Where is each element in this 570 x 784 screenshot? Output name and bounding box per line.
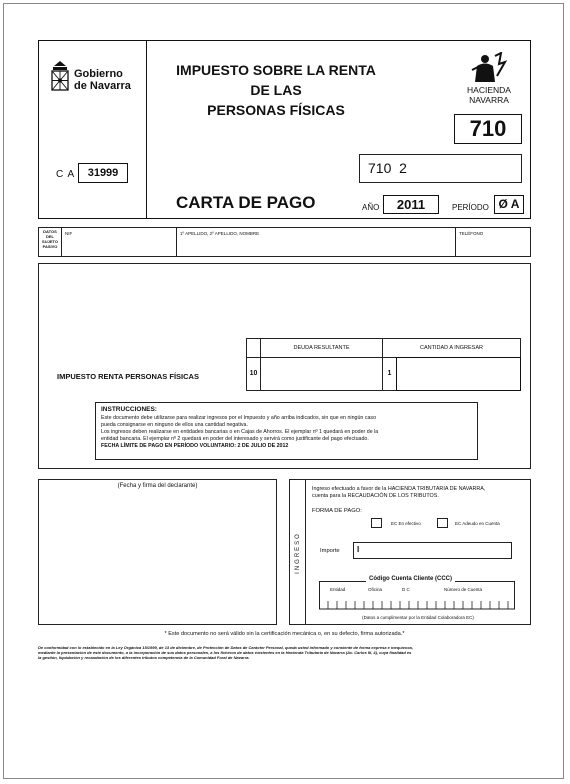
ingreso-divider (305, 479, 306, 625)
col-deuda-header: DEUDA RESULTANTE (260, 338, 383, 358)
legal-line1: De conformidad con lo establecido en la Ley Orgánica 15/1999, de 13 de diciembre, de Protección de Datos de Carácter Personal, queda usted informado y consiente de forma expresa e inequívoca, (38, 645, 414, 650)
importe-marker: I (357, 545, 360, 554)
tax-row-label: IMPUESTO RENTA PERSONAS FÍSICAS (57, 372, 199, 381)
ccc-digit-ticks[interactable] (319, 596, 515, 610)
instructions-line4: entidad bancaria. El ejemplar nº 2 quedará en poder del interesado y servirá como justificante del pago efectuado. (101, 435, 369, 442)
efectivo-label: EC En efectivo (391, 521, 421, 526)
legal-text (38, 645, 533, 660)
ingreso-side-label: INGRESO (295, 532, 301, 574)
carta-de-pago-title: CARTA DE PAGO (176, 193, 316, 212)
phone-field[interactable] (456, 227, 531, 257)
nif-label: NIF (65, 231, 73, 236)
importe-label: Importe (320, 548, 340, 554)
ccc-footer: (Datos a cumplimentar por la Entidad Colaboradora EC) (362, 615, 474, 620)
instructions-box (95, 402, 478, 460)
efectivo-checkbox[interactable] (371, 518, 382, 528)
model-number: 710 (454, 114, 522, 144)
box-1-label: 1 (382, 357, 397, 391)
ccc-oficina-label: Oficina (368, 587, 383, 592)
side-label-2: DEL (46, 234, 54, 239)
instructions-title: INSTRUCCIONES: (101, 406, 157, 413)
instructions-deadline: FECHA LÍMITE DE PAGO EN PERÍODO VOLUNTARIO: 2 DE JULIO DE 2012 (101, 442, 289, 449)
logo-text-line1: Gobierno (74, 68, 123, 80)
deuda-resultante-field[interactable] (260, 357, 383, 391)
validity-notice: * Este documento no será válido sin la certificación mecánica o, en su defecto, firma autorizada.* (164, 631, 405, 637)
importe-field[interactable] (353, 542, 512, 559)
legal-line3: la gestión, liquidación y recaudación de los diferentes tributos competencia de la Comunidad Foral de Navarra. (38, 655, 250, 660)
periodo-value: Ø A (494, 195, 524, 214)
ca-value: 31999 (78, 163, 128, 183)
periodo-label: PERÍODO (452, 203, 489, 212)
legal-line2: mediante la presentación de este documento, a la incorporación de sus datos personales, a los ficheros de datos existentes en la Hacienda Tributaria de Navarra (Av. Carlos III, 4), cuya finalidad es (38, 650, 412, 655)
title-line1: IMPUESTO SOBRE LA RENTA (176, 62, 376, 78)
col-cantidad-header: CANTIDAD A INGRESAR (382, 338, 521, 358)
ccc-dc-label: D C (402, 587, 410, 592)
signature-box[interactable] (38, 479, 277, 625)
notice-line1: Ingreso efectuado a favor de la HACIENDA TRIBUTARIA DE NAVARRA, (312, 486, 486, 492)
header-divider (146, 40, 147, 219)
nif-field[interactable] (62, 227, 176, 257)
title-line3: PERSONAS FÍSICAS (207, 102, 345, 118)
ccc-entidad-label: Entidad (330, 587, 346, 592)
signature-label: (Fecha y firma del declarante) (117, 483, 198, 489)
instructions-line3: Los ingresos deben realizarse en entidades bancarias o en Cajas de Ahorros. El ejemplar nº 1 quedará en poder de la (101, 428, 379, 435)
instructions-line2: pueda consignarse en ninguno de ellos una cantidad negativa. (101, 421, 248, 428)
side-label-4: PASIVO (42, 244, 58, 249)
hacienda-navarra-logo-icon (468, 52, 510, 84)
box-10-label: 10 (246, 357, 261, 391)
name-label: 1º APELLIDO, 2º APELLIDO, NOMBRE (180, 231, 260, 236)
phone-label: TELÉFONO (459, 231, 484, 236)
ca-label: C A (56, 169, 76, 180)
reference-field: 710 2 (359, 154, 522, 183)
hacienda-text-line2: NAVARRA (469, 95, 509, 105)
side-label-1: DATOS (43, 229, 57, 234)
ccc-title: Código Cuenta Cliente (CCC) (366, 576, 455, 582)
forma-pago-label: FORMA DE PAGO: (312, 508, 362, 514)
col-header-spacer (246, 338, 261, 358)
cantidad-ingresar-field[interactable] (396, 357, 521, 391)
ano-label: AÑO (362, 203, 380, 212)
ano-value: 2011 (383, 195, 439, 214)
taxpayer-side-label (39, 229, 61, 249)
ccc-numero-label: Número de Cuenta (444, 587, 483, 592)
instructions-line1: Este documento debe utilizarse para realizar ingresos por el Impuesto y año arriba indicados, sin que en ningún caso (101, 415, 377, 421)
adeudo-checkbox[interactable] (437, 518, 448, 528)
logo-text-line2: de Navarra (74, 80, 131, 92)
title-line2: DE LAS (250, 82, 302, 98)
side-label-3: SUJETO (42, 239, 58, 244)
hacienda-text-line1: HACIENDA (467, 85, 511, 95)
name-field[interactable] (177, 227, 455, 257)
adeudo-label: EC Adeudo en Cuenta (455, 521, 500, 526)
navarra-shield-icon (50, 60, 70, 94)
notice-line2: cuenta para la RECAUDACIÓN DE LOS TRIBUTOS. (312, 493, 439, 499)
